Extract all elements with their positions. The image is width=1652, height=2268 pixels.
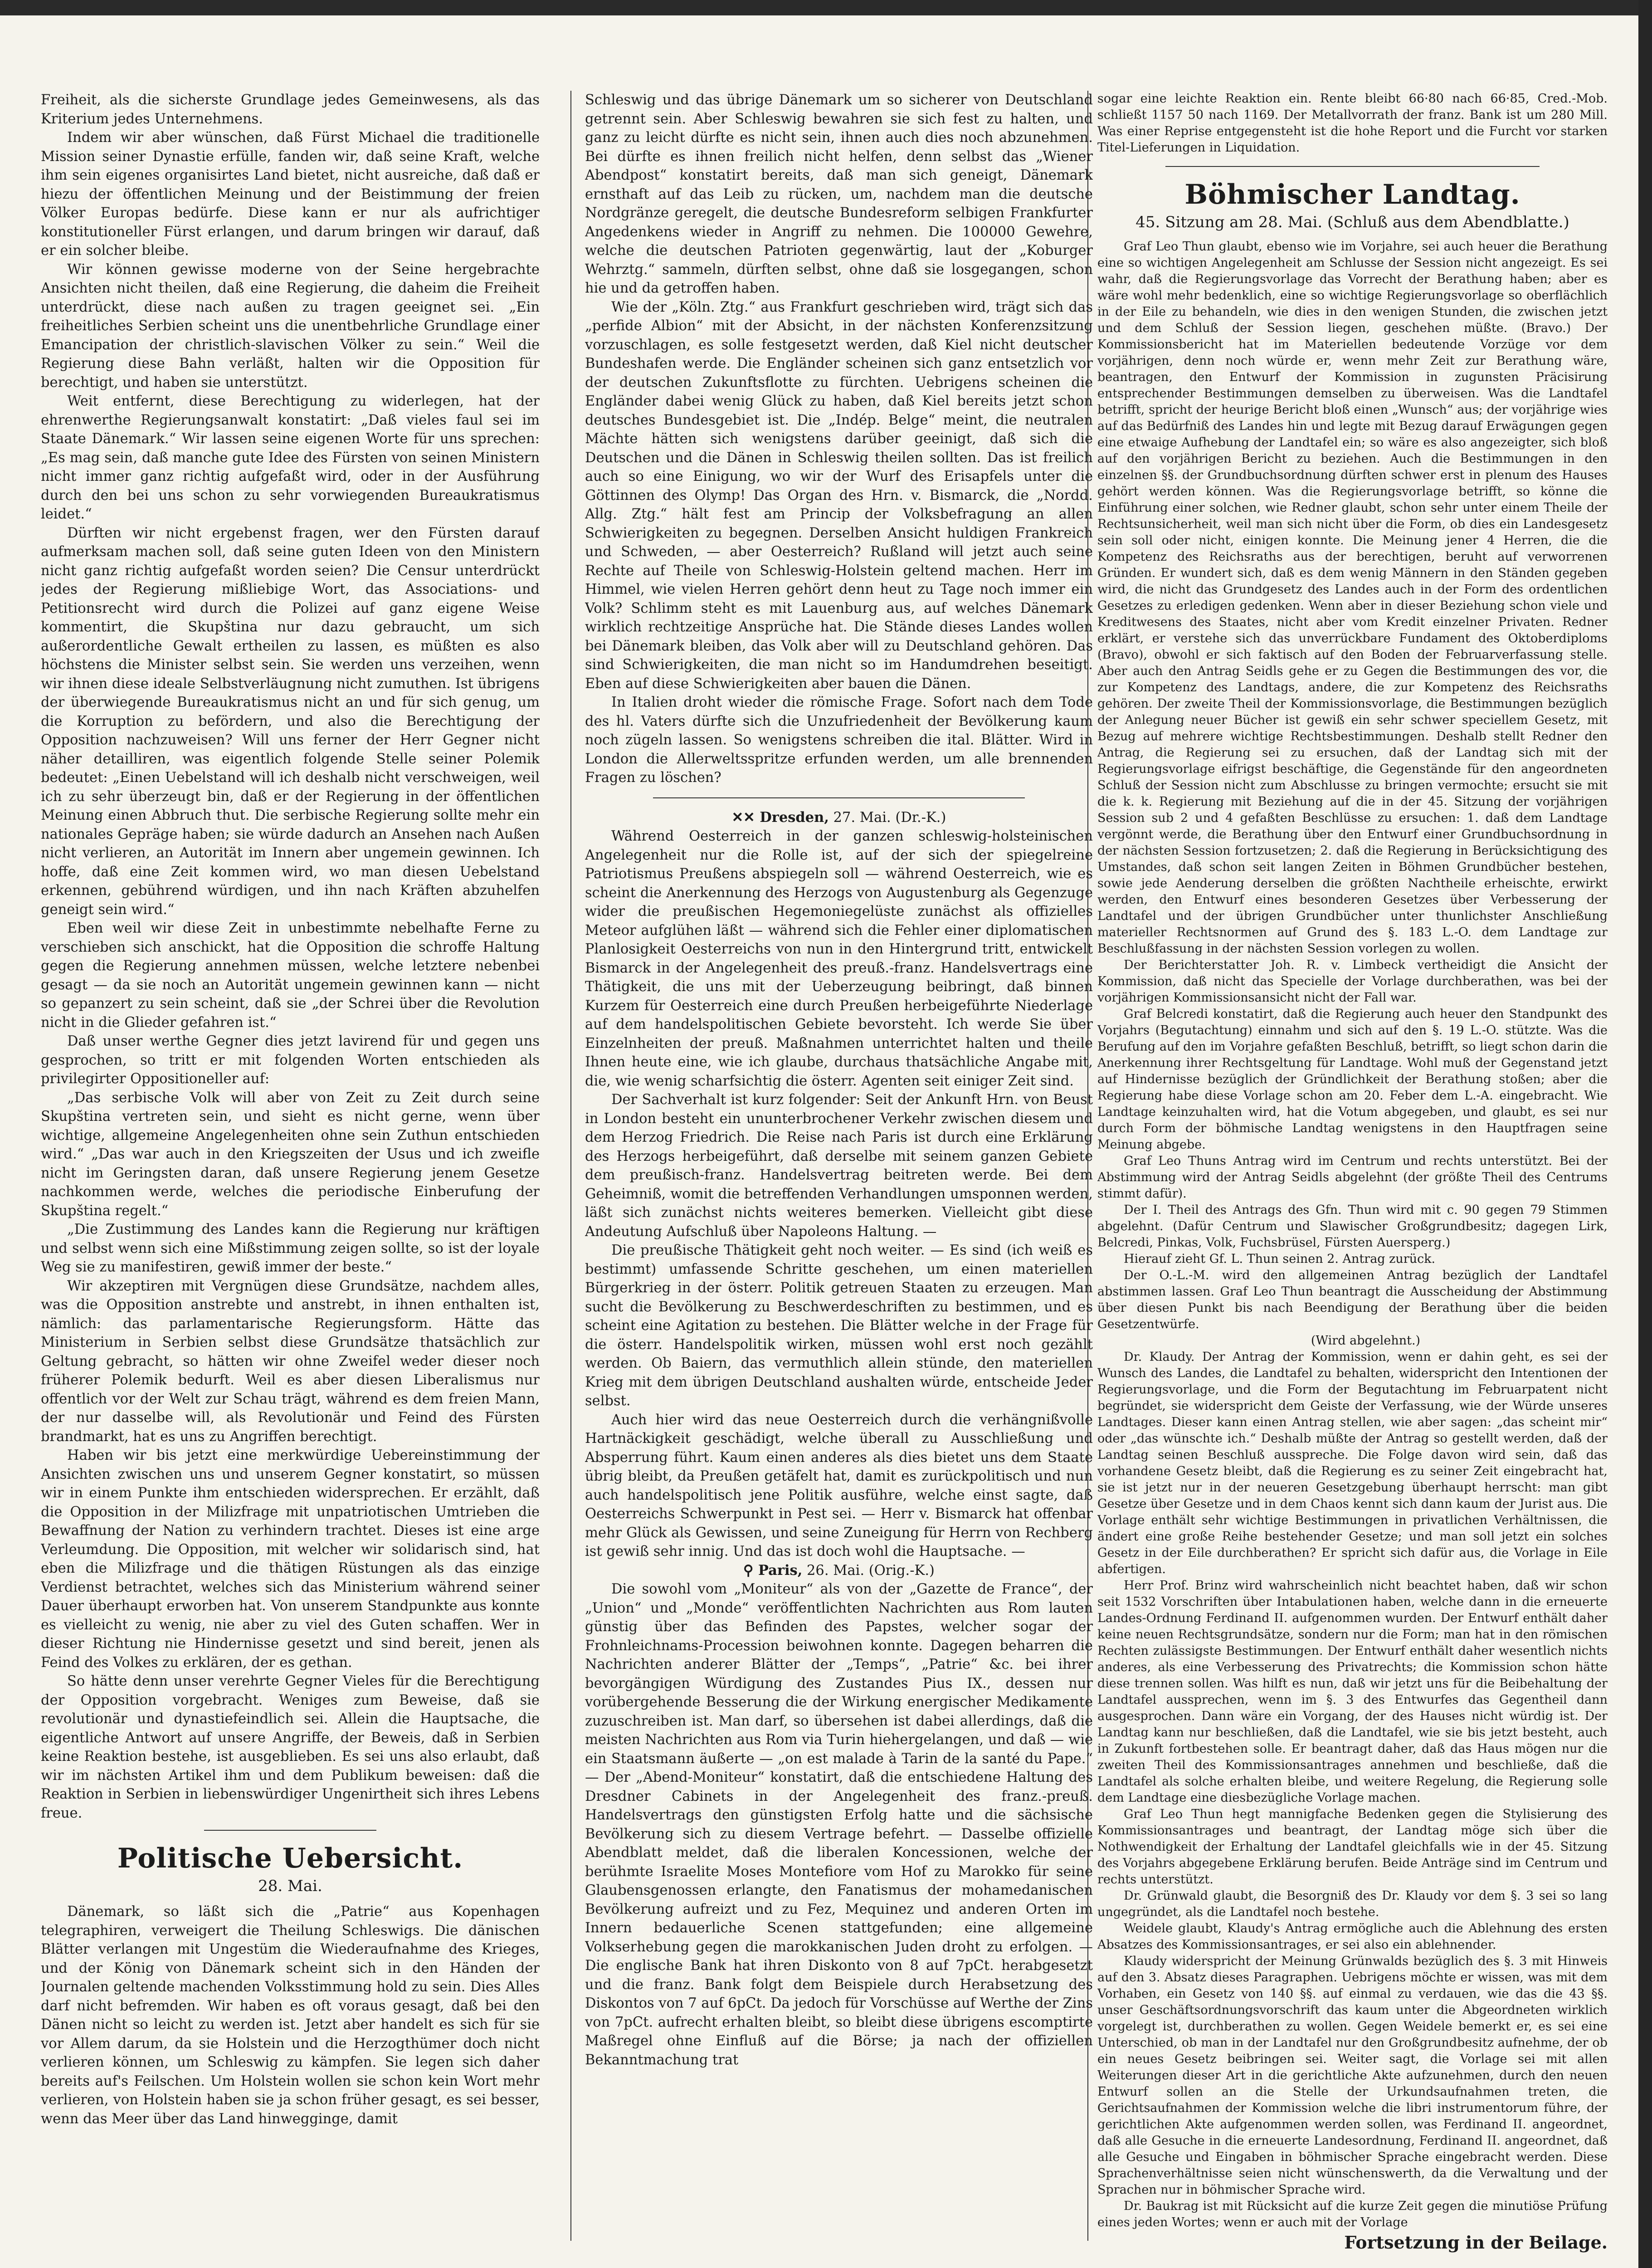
paragraph: Wir akzeptiren mit Vergnügen diese Grundsätze, nachdem alles, was die Opposition anstrebte und anstrebt, in ihnen enthalten ist, nämlich: das parlamentarische Regierungsform. Hätte das Ministerium in Serbien selbst diese Grundsätze thatsächlich zur Geltung gebracht, so hätten wir ohne Zweifel weder dieser noch früherer Polemik bedurft. Weil es aber diesen Liberalismus nur offentlich vor der Welt zur Schau trägt, während es dem freien Mann, der nur dasselbe will, als Revolutionär und Feind des Fürsten brandmarkt, hat es uns zu Angriffen berechtigt. [41,1278,540,1445]
paragraph: Die preußische Thätigkeit geht noch weiter. — Es sind (ich weiß es bestimmt) umfassende Schritte geschehen, um einen materiellen Bürgerkrieg in der österr. Politik getreuen Staaten zu erzeugen. Man sucht die Bevölkerung zu Beschwerdeschriften zu bestimmen, und es scheint eine Agitation zu bestehen. Die Blätter welche in der Frage für die österr. Handelspolitik wirken, müssen wohl erst noch gezählt werden. Ob Baiern, das vermuthlich allein stünde, den materiellen Krieg mit dem übrigen Deutschland aushalten würde, entscheide Jeder selbst. [585,1242,1093,1409]
paragraph: Weidele glaubt, Klaudy's Antrag ermögliche auch die Ablehnung des ersten Absatzes des Kommissionsantrages, er sei also ein ablehnender. [1097,1921,1608,1952]
section-date: 28. Mai. [258,1877,322,1895]
paragraph: So hätte denn unser verehrte Gegner Vieles für die Berechtigung der Opposition vorgebracht. Weniges zum Beweise, daß sie revolutionär und dynastiefeindlich sei. Allein die Hauptsache, die eigentliche Antwort auf unsere Angriffe, der Beweis, daß in Serbien keine Reaktion bestehe, ist ausgeblieben. Es sei uns also erlaubt, daß wir im nächsten Artikel ihm und dem Publikum beweisen: daß die Reaktion in Serbien in liebenswürdiger Ungenirtheit sich ihres Lebens freue. [41,1673,540,1821]
paragraph: Graf Leo Thun glaubt, ebenso wie im Vorjahre, sei auch heuer die Berathung eine so wichtigen Angelegenheit am Schlusse der Session nicht angezeigt. Es sei wahr, daß die Regierungsvorlage das Vorrecht der Berathung haben; aber es wäre wohl mehr bedenklich, eine so wichtige Regierungsvorlage so oberflächlich in der Eile zu behandeln, wie dies in den wenigen Stunden, die zwischen jetzt und dem Schluß der Session liegen, geschehen müßte. (Bravo.) Der Kommissionsbericht hat im Materiellen bedeutende Vorzüge vor dem vorjährigen, denn noch würde er, wenn mehr Zeit zur Berathung wäre, beantragen, den Entwurf der Kommission in zugunsten Präcisirung entsprechender Bestimmungen demselben zu überweisen. Was die Landtafel betrifft, spricht der heurige Bericht bloß einen „Wunsch“ aus; der vorjährige wies auf das Bedürfniß des Landes hin und legte mit Bezug darauf Erwägungen gegen eine etwaige Aufhebung der Landtafel ein; so wäre es also angezeigter, sich bloß auf den vorjährigen Bericht zu beziehen. Auch die Bestimmungen in den einzelnen §§. der Grundbuchsordnung dürften schwer erst in plenum des Hauses gehört werden können. Was die Regierungsvorlage betrifft, so könne die Einführung einer solchen, wie Redner glaubt, schon sehr unter einem Theile der Rechtsunsicherheit, weil man sich nicht über die Form, ob dies ein Landesgesetz sein soll oder nicht, einigen konnte. Die Meinung jener 4 Herren, die die Kompetenz des Reichsraths aus der berechtigen, beruht auf verworrenen Gründen. Er wundert sich, daß es dem wenig Männern in den Ständen gegeben wird, die nicht das Grundgesetz des Landes auch in der Form des ordentlichen Gesetzes zu erledigen gedenken. Wenn aber in dieser Beziehung schon viele und Kreditwesens des Staates, nicht aber vom Kredit einzelner Privaten. Redner erklärt, er verstehe sich das unverrückbare Fundament des Oktoberdiploms (Bravo), obwohl er sich faktisch auf den Boden der Februarverfassung stelle. Aber auch den Antrag Seidls gehe er zu Gegen die Bestimmungen des vor, die zur Kompetenz des Landtags, andere, die zur Kompetenz des Reichsraths gehören. Der zweite Theil der Kommissionsvorlage, die Bestimmungen bezüglich der Anlegung neuer Bücher ist gewiß ein sehr schwer speciellem Gesetz, mit Bezug auf mehrere wichtige Rechtsbestimmungen. Deshalb stellt Redner den Antrag, die Regierung sei zu ersuchen, daß der Landtag sich mit der Regierungsvorlage eifrigst beschäftige, die Gegenstände für den angeordneten Schluß der Session nicht zum Abschlusse zu bringen vermochte; ersucht sie mit die k. k. Regierung mit Beziehung auf die in der 45. Sitzung der vorjährigen Session sub 2 und 4 gefaßten Beschlüsse zu ersuchen: 1. daß dem Landtage vergönnt werde, die Berathung über den Entwurf einer Grundbuchsordnung in der nächsten Session fortzusetzen; 2. daß die Regierung in Berücksichtigung des Umstandes, daß schon seit langen Zeiten in Böhmen Grundbücher bestehen, sowie jede Aenderung derselben die größten Nachtheile erheischte, erwirkt werden, den Entwurf eines besonderen Gesetzes über Verbesserung der Landtafel und der übrigen Grundbücher unter thunlichster Anschließung materieller Rechtsnormen auf Grund des §. 183 L.-O. dem Landtage zur Beschlußfassung in der nächsten Session vorlegen zu wollen. [1097,240,1608,956]
paragraph: Dr. Klaudy. Der Antrag der Kommission, wenn er dahin geht, es sei der Wunsch des Landes, die Landtafel zu behalten, widerspricht den Intentionen der Regierungsvorlage, und die Form der Begutachtung im Februarpatent nicht begründet, sie widerspricht dem Geiste der Verfassung, wie der Würde unseres Landtages. Dieser kann einen Antrag stellen, wie aber sagen: „das scheint mir“ oder „das wünschte ich.“ Deshalb müßte der Antrag so gestellt werden, daß der Landtag seinen Beschluß ausspreche. Die Folge davon wird sein, daß das vorhandene Gesetz bleibt, daß die Regierung es zu seiner Zeit eingebracht hat, sie ist jetzt nur in der neueren Gesetzgebung überhaupt herrscht: man gibt Gesetze über Gesetze und in dem Chaos kennt sich dann kaum der Jurist aus. Die Vorlage enthält sehr wichtige Bestimmungen in privatlichen Verhältnissen, die ändert eine große Reihe bestehender Gesetze; und man soll jetzt ein solches Gesetz in der Eile durchberathen? Er spricht sich dafür aus, die Vorlage in Eile abfertigen. [1097,1350,1608,1576]
paragraph: Der Berichterstatter Joh. R. v. Limbeck vertheidigt die Ansicht der Kommission, daß nicht das Specielle der Vorlage durchberathen, was bei der vorjährigen Kommissionsansicht nicht der Fall war. [1097,958,1608,1005]
paragraph: Dürften wir nicht ergebenst fragen, wer den Fürsten darauf aufmerksam machen soll, daß seine guten Ideen von den Ministern nicht ganz richtig aufgefaßt worden seien? Die Censur unterdrückt jedes der Regierung mißliebige Wort, das Associations- und Petitionsrecht wird durch die Polizei auf ganz eigene Weise kommentirt, die Skupština nur dazu gebraucht, um sich außerordentliche Gewalt ertheilen zu lassen, es müßten es also höchstens die Minister selbst sein. Sie werden uns verzeihen, wenn wir ihnen diese ideale Selbstverläugnung nicht zumuthen. Ist übrigens der überwiegende Bureaukratismus nicht an und für sich genug, um die Korruption zu befördern, und also die Berechtigung der Opposition nachzuweisen? Will uns ferner der Herr Gegner nicht näher detailliren, was eigentlich folgende Stelle seiner Polemik bedeutet: „Einen Uebelstand will ich deshalb nicht verschweigen, weil ich zu sehr überzeugt bin, daß er der Regierung in der öffentlichen Meinung einen Abbruch thut. Die serbische Regierung sollte mehr ein nationales Gepräge haben; sie würde dadurch an Ansehen nach Außen nicht verlieren, an Autorität im Innern aber ungemein gewinnen. Ich hoffe, daß eine Zeit kommen wird, wo man diesen Uebelstand erkennen, gebührend würdigen, und ihn nach Kräften abzuhelfen geneigt sein wird.“ [41,525,540,918]
dateline [585,808,1093,827]
paragraph: Graf Belcredi konstatirt, daß die Regierung auch heuer den Standpunkt des Vorjahrs (Begutachtung) einnahm und sich auf den §. 19 L.-O. stützte. Was die Berufung auf den im Vorjahre gefaßten Beschluß, betrifft, so liegt schon darin die Anerkennung ihrer Rechtsgeltung für Landtage. Wohl muß der Gegenstand jetzt auf Hindernisse bezüglich der Gründlichkeit der Berathung stoßen; aber die Regierung habe diese Vorlage schon am 20. Feber dem L.-A. eingebracht. Wie Landtage keinzuhalten wird, hat die Votum abgegeben, und glaubt, es sei nur durch Form der böhmische Landtag wenigstens in den Hauptfragen seine Meinung abgebe. [1097,1007,1608,1152]
column-3 [1097,91,1608,2268]
paragraph: Schleswig und das übrige Dänemark um so sicherer von Deutschland getrennt sein. Aber Schleswig bewahren sie sich fest zu halten, und ganz zu leicht dürfte es nicht sein, ihnen auch dies noch abzunehmen. Bei dürfte es ihnen freilich nicht helfen, denn selbst das „Wiener Abendpost“ konstatirt bereits, daß man sich geneigt, Dänemark ernsthaft auf das Leib zu rücken, um, nachdem man die deutsche Nordgränze geregelt, die deutsche Bundesreform selbigen Frankfurter Angedenkens wieder in Angriff zu nehmen. Die 100000 Gewehre, welche die deutschen Patrioten gegenwärtig, laut der „Koburger Wehrztg.“ sammeln, dürften selbst, ohne daß sie losgegangen, schon hie und da getroffen haben. [585,92,1093,296]
paragraph: Während Oesterreich in der ganzen schleswig-holsteinischen Angelegenheit nur die Rolle ist, auf der sich der spiegelreine Patriotismus Preußens abspiegeln soll — während Oesterreich, wie es scheint die Anerkennung des Herzogs von Augustenburg als Gegenzuge wider die preußischen Hegemoniegelüste zunächst als offizielles Meteor aufglühen läßt — während sich die Fehler einer diplomatischen Planlosigkeit Oesterreichs von nun in den Hintergrund tritt, entwickelt Bismarck in der Angelegenheit des preuß.-franz. Handelsvertrags eine Thätigkeit, die uns mit der Ueberzeugung beibringt, daß binnen Kurzem für Oesterreich eine durch Preußen herbeigeführte Niederlage auf dem handelspolitischen Gebiete bevorsteht. Ich werde Sie über Einzelnheiten der preuß. Maßnahmen unterrichtet halten und theile Ihnen heute eine, wie ich glaube, durchaus thatsächliche Angabe mit, die, wie wenig scharfsichtig die österr. Agenten seit einiger Zeit sind. [585,828,1093,1089]
column-1 [41,91,540,2268]
paragraph: Haben wir bis jetzt eine merkwürdige Uebereinstimmung der Ansichten zwischen uns und unserem Gegner konstatirt, so müssen wir in einem Punkte ihm entschieden widersprechen. Er erzählt, daß die Opposition in der Milizfrage mit unpatriotischen Umtrieben die Bewaffnung der Nation zu verhindern trachtet. Dieses ist eine arge Verleumdung. Die Opposition, mit welcher wir solidarisch sind, hat eben die Milizfrage und die thätigen Rüstungen als das einzige Verdienst betrachtet, welches sich das Ministerium während seiner Dauer überhaupt erworben hat. Von unserem Standpunkte aus konnte es vielleicht zu wenig, nie aber zu viel des Guten schaffen. Wer in dieser Richtung nie Hindernisse gesetzt und sind bereit, jenen als Feind des Volkes zu erklären, der es gethan. [41,1447,540,1671]
paragraph: Dänemark, so läßt sich die „Patrie“ aus Kopenhagen telegraphiren, verweigert die Theilung Schleswigs. Die dänischen Blätter verlangen mit Ungestüm die Wiederaufnahme des Krieges, und der König von Dänemark scheint sich in den Händen der Journalen geltende machenden Volksstimmung hold zu sein. Dies Alles darf nicht befremden. Wir haben es oft voraus gesagt, daß bei den Dänen nicht so leicht zu werden ist. Jetzt aber handelt es sich für sie vor Allem darum, da sie Holstein und die Herzogthümer doch nicht verlieren können, um Schleswig zu kämpfen. Sie legen sich daher bereits auf's Feilschen. Um Holstein wollen sie schon kein Wort mehr verlieren, von Holstein haben sie ja schon früher gesagt, es sei besser, wenn das Meer über das Land hinwegginge, damit [41,1904,540,2127]
paragraph: (Wird abgelehnt.) [1311,1334,1421,1348]
paragraph: Der I. Theil des Antrags des Gfn. Thun wird mit c. 90 gegen 79 Stimmen abgelehnt. (Dafür Centrum und Slawischer Großgrundbesitz; dagegen Lirk, Belcredi, Pinkas, Volk, Fuchsbrüsel, Fürsten Auersperg.) [1097,1203,1608,1250]
paragraph: Indem wir aber wünschen, daß Fürst Michael die traditionelle Mission seiner Dynastie erfülle, fanden wir, daß seine Kraft, welche ihm sein eigenes organisirtes Land bietet, nicht ausreiche, daß daß er hiezu der öffentlichen Meinung und der Beistimmung der freien Völker Europas bedürfe. Diese kann er nur als aufrichtiger konstitutioneller Fürst erlangen, und darum bringen wir darauf, daß er ein solcher bleibe. [41,130,540,259]
quote-paragraph: „Das serbische Volk will aber von Zeit zu Zeit durch seine Skupština vertreten sein, und sieht es nicht gerne, wenn über wichtige, allgemeine Angelegenheiten ohne sein Zuthun entschieden wird.“ „Das war auch in den Kriegszeiten der Usus und ich zweifle nicht im Geringsten daran, daß unsere Regierung jenem Gesetze nachkommen werde, welches die periodische Einberufung der Skupština regelt.“ [41,1090,540,1219]
paragraph: Dr. Baukrag ist mit Rücksicht auf die kurze Zeit gegen die minutiöse Prüfung eines jeden Wortes; wenn er auch mit der Vorlage [1097,2199,1608,2229]
paragraph: Daß unser werthe Gegner dies jetzt lavirend für und gegen uns gesprochen, so tritt er mit folgenden Worten entschieden als privilegirter Oppositioneller auf: [41,1033,540,1087]
quote-paragraph: „Die Zustimmung des Landes kann die Regierung nur kräftigen und selbst wenn sich eine Mißstimmung zeigen sollte, so ist der loyale Weg sie zu manifestiren, gewiß immer der beste.“ [41,1222,540,1275]
paragraph: Auch hier wird das neue Oesterreich durch die verhängnißvolle Hartnäckigkeit geschädigt, welche überall zu Ausschließung und Absperrung führt. Kaum einen anderes als dies bietet uns dem Staate übrig bleibt, da Preußen getäfelt hat, damit es zurückpolitisch und nun auch handelspolitisch jene Politik ausführe, welche einst sagte, daß Oesterreichs Schwerpunkt in Pest sei. — Herr v. Bismarck hat offenbar mehr Glück als Gewissen, und seine Zuneigung für Herrn von Rechberg ist gewiß sehr innig. Und das ist doch wohl die Hauptsache. — [585,1412,1093,1559]
paragraph: Herr Prof. Brinz wird wahrscheinlich nicht beachtet haben, daß wir schon seit 1532 Vorschriften über Intabulationen haben, welche dann in die erneuerte Landes-Ordnung Ferdinand II. aufgenommen wurden. Der Entwurf enthält daher keine neuen Rechtsgrundsätze, sondern nur die Form; man hat in den römischen Rechten zulässigste Bestimmungen. Der Entwurf enthält daher wesentlich nichts anderes, als eine Verbesserung des Privatrechts; die Kommission schon hätte diese trennen sollen. Was hilft es nun, daß wir jetzt uns für die Beibehaltung der Landtafel aussprechen, wenn im §. 3 des Entwurfes das Gegentheil dann ausgesprochen. Dann wäre ein Vorgang, der des Hauses nicht würdig ist. Der Landtag kann nur beschließen, daß die Landtafel, wie sie bis jetzt besteht, auch in Zukunft fortbestehen solle. Er beantragt daher, daß das Haus mögen nur die zweiten Theil des Kommissionsantrages annehmen und beschließe, daß die Landtafel als solche erhalten bleibe, und weitere Regelung, die Regierung solle dem Landtage eine diesbezügliche Vorlage machen. [1097,1579,1608,1805]
dateline-date: 27. Mai. (Dr.-K.) [833,809,946,826]
paragraph: Eben weil wir diese Zeit in unbestimmte nebelhafte Ferne zu verschieben sich anschickt, hat die Opposition die schroffe Haltung gegen die Regierung annehmen müssen, welche letztere nebenbei gesagt — da sie noch an Autorität ungemein gewinnen kann — nicht so gepanzert zu sein scheint, daß sie „der Schrei über die Revolution nicht in die Glieder gefahren ist.“ [41,920,540,1031]
section-divider [653,797,1025,798]
continuation-note: Fortsetzung in der Beilage. [1344,2232,1608,2253]
paragraph: Graf Leo Thuns Antrag wird im Centrum und rechts unterstützt. Bei der Abstimmung wird der Antrag Seidls abgelehnt (der größte Theil des Centrums stimmt dafür). [1097,1154,1608,1201]
paragraph: Dr. Grünwald glaubt, die Besorgniß des Dr. Klaudy vor dem §. 3 sei so lang ungegründet, als die Landtafel noch bestehe. [1097,1889,1608,1919]
section-subheading: 45. Sitzung am 28. Mai. (Schluß aus dem Abendblatte.) [1135,213,1569,231]
column-2 [585,91,1093,2268]
section-divider [1165,166,1540,167]
section-heading: Böhmischer Landtag. [1184,179,1520,210]
paragraph: Die sowohl vom „Moniteur“ als von der „Gazette de France“, der „Union“ und „Monde“ veröffentlichten Nachrichten aus Rom lauten günstig über das Befinden des Papstes, welcher sogar der Frohnleichnams-Procession beiwohnen konnte. Dagegen beharren die Nachrichten anderer Blätter der „Temps“, „Patrie“ &c. bei ihrer bevorgängigen Würdigung des Zustandes Pius IX., dessen nur vorübergehende Besserung die der Wirkung energischer Medikamente zuzuschreiben ist. Man darf, so übersehen ist dabei allerdings, daß die meisten Nachrichten aus Rom via Turin hiehergelangen, und daß — wie ein Staatsmann äußerte — „on est malade à Tarin de la santé du Pape.“ — Der „Abend-Moniteur“ konstatirt, daß die entschiedene Haltung des Dresdner Cabinets in der Angelegenheit des franz.-preuß. Handelsvertrags den günstigsten Erfolg hatte und die sächsische Bevölkerung sich zu diesem Vertrage befehrt. — Dasselbe offizielle Abendblatt meldet, daß die liberalen Koncessionen, welche der berühmte Israelite Moses Montefiore vom Hof zu Marokko für seine Glaubensgenossen erlangte, den Fanatismus der mohamedanischen Bevölkerung aufreizt und zu Fez, Mequinez und anderen Orten im Innern bedauerliche Scenen stattgefunden; eine allgemeine Volkserhebung gegen die marokkanischen Juden droht zu erfolgen. — Die englische Bank hat ihren Diskonto von 8 auf 7pCt. herabgesetzt und die franz. Bank folgt dem Beispiele durch Herabsetzung des Diskontos von 7 auf 6pCt. Da jedoch für Vorschüsse auf Werthe der Zins von 7pCt. aufrecht erhalten bleibt, so bleibt diese übrigens escomptirte Maßregel ohne Einfluß auf die Börse; ja nach der offiziellen Bekanntmachung trat [585,1581,1093,2068]
paragraph: Graf Leo Thun hegt mannigfache Bedenken gegen die Stylisierung des Kommissionsantrages und beantragt, der Landtag möge sich über die Nothwendigkeit der Erhaltung der Landtafel gleichfalls wie in der 45. Sitzung des Vorjahrs abgegebene Erklärung berufen. Beide Anträge sind im Centrum und rechts unterstützt. [1097,1807,1608,1887]
paragraph: In Italien droht wieder die römische Frage. Sofort nach dem Tode des hl. Vaters dürfte sich die Unzufriedenheit der Bevölkerung kaum noch zügeln lassen. So wenigstens schreiben die ital. Blätter. Wird in London die Allerweltsspritze erfunden werden, um alle brennenden Fragen zu löschen? [585,694,1093,786]
dateline [585,1561,1093,1580]
paragraph: Der O.-L.-M. wird den allgemeinen Antrag bezüglich der Landtafel abstimmen lassen. Graf Leo Thun beantragt die Ausscheidung der Abstimmung über diesen Punkt bis nach Beendigung der Berathung über die beiden Gesetzentwürfe. [1097,1268,1608,1331]
paragraph: Wie der „Köln. Ztg.“ aus Frankfurt geschrieben wird, trägt sich das „perfide Albion“ mit der Absicht, in der nächsten Konferenzsitzung vorzuschlagen, es solle festgesetzt werden, daß Kiel nicht deutscher Bundeshafen werde. Die Engländer scheinen sich ganz entsetzlich vor der deutschen Zukunftsflotte zu fürchten. Uebrigens scheinen die Engländer dabei wenig Glück zu haben, daß Kiel bereits jetzt schon deutsches Bundesgebiet ist. Die „Indép. Belge“ meint, die neutralen Mächte hätten sich wenigstens darüber geeinigt, daß sich die Deutschen und die Dänen in Schleswig theilen sollten. Das ist freilich auch so eine Einigung, wo wir der Wurf des Erisapfels unter die Göttinnen des Olymp! Das Organ des Hrn. v. Bismarck, die „Nordd. Allg. Ztg.“ hält fest am Princip der Volksbefragung an allen Schwierigkeiten zu begegnen. Derselben Ansicht huldigen Frankreich und Schweden, — aber Oesterreich? Rußland will jetzt auch seine Rechte auf Theile von Schleswig-Holstein geltend machen. Herr im Himmel, wie vielen Herren gehört denn heut zu Tage noch immer ein Volk? Schlimm steht es mit Lauenburg aus, auf welches Dänemark wirklich rechtzeitige Ansprüche hat. Die Stände dieses Landes wollen bei Dänemark bleiben, das Volk aber will zu Deutschland gehören. Das sind Schwierigkeiten, die man nicht so im Handumdrehen beseitigt. Eben auf diese Schwierigkeiten aber bauen die Dänen. [585,299,1093,692]
column-rule-1 [570,91,571,2241]
paragraph: sogar eine leichte Reaktion ein. Rente bleibt 66·80 nach 66·85, Cred.-Mob. schließt 1157 50 nach 1169. Der Metallvorrath der franz. Bank ist um 280 Mill. Was einer Reprise entgegensteht ist die hohe Report und die Furcht vor starken Titel-Lieferungen in Liquidation. [1097,92,1608,155]
paragraph: Freiheit, als die sicherste Grundlage jedes Gemeinwesens, als das Kriterium jedes Unternehmens. [41,92,540,127]
dateline-date: 26. Mai. (Orig.-K.) [807,1562,935,1579]
section-heading: Politische Uebersicht. [117,1843,463,1874]
paragraph: Klaudy widerspricht der Meinung Grünwalds bezüglich des §. 3 mit Hinweis auf den 3. Absatz dieses Paragraphen. Uebrigens möchte er wissen, was mit dem Vorhaben, ein Gesetz von 140 §§. auf einmal zu verdauen, wie das die 43 §§. unser Geschäftsordnungsvorschrift das kaum unter die Abgeordneten wirklich vorgelegt ist, durchberathen zu wollen. Gegen Weidele bemerkt er, es sei eine Unterschied, ob man in der Landtafel nur den Großgrundbesitz aufnehme, der ob ein neues Gesetz beibringen sei. Weiter sagt, die Vorlage sei mit allen Weiterungen dieser Art in die gerichtliche Akte aufzunehmen, durch den neuen Entwurf sollen an die Stelle der Urkundsaufnahmen treten, die Gerichtsaufnahmen der Kommission welche die libri instrumentorum führe, der gerichtlichen Akte aufgenommen werden sollen, was Ferdinand II. angeordnet, daß alle Gesuche in die erneuerte Landesordnung, Ferdinand II. angeordnet, daß alle Gesuche und Eingaben in böhmischer Sprache eingebracht werden. Diese Sprachenverhältnisse seien nicht wünschenswerth, da die Verwaltung und der Sprachen nur in böhmischer Sprache wird. [1097,1954,1608,2197]
dateline-place: ⚲ Paris, [743,1562,803,1579]
paragraph: Hierauf zieht Gf. L. Thun seinen 2. Antrag zurück. [1124,1252,1436,1266]
scan-right-edge [1638,0,1652,2268]
paragraph: Weit entfernt, diese Berechtigung zu widerlegen, hat der ehrenwerthe Regierungsanwalt konstatirt: „Daß vieles faul sei im Staate Dänemark.“ Wir lassen seine eigenen Worte für uns sprechen: „Es mag sein, daß manche gute Idee des Fürsten von seinen Ministern nicht immer ganz richtig aufgefaßt wird, oder in der Ausführung durch den bei uns schon zu sehr vorwiegenden Bureaukratismus leidet.“ [41,393,540,522]
paragraph: Der Sachverhalt ist kurz folgender: Seit der Ankunft Hrn. von Beust in London besteht ein ununterbrochener Verkehr zwischen diesem und dem Herzog Friedrich. Die Reise nach Paris ist durch eine Erklärung des Herzogs herbeigeführt, daß derselbe mit seinem ganzen Gebiete dem preußisch-franz. Handelsvertrag beitreten werde. Bei dem Geheimniß, womit die betreffenden Verhandlungen umsponnen werden, läßt sich zunächst nichts weiteres bemerken. Vielleicht gibt diese Andeutung Aufschluß über Napoleons Haltung. — [585,1092,1093,1240]
dateline-place: ✕✕ Dresden, [731,809,829,826]
paragraph: Wir können gewisse moderne von der Seine hergebrachte Ansichten nicht theilen, daß eine Regierung, die daheim die Freiheit unterdrückt, diese nach außen zu tragen geeignet sei. „Ein freiheitliches Serbien scheint uns die unentbehrliche Grundlage einer Emancipation der christlich-slavischen Völker zu sein.“ Weil die Regierung diese Bahn verläßt, halten wir die Opposition für berechtigt, und haben sie unterstützt. [41,261,540,391]
section-divider [204,1830,376,1831]
scan-top-edge [0,0,1652,15]
